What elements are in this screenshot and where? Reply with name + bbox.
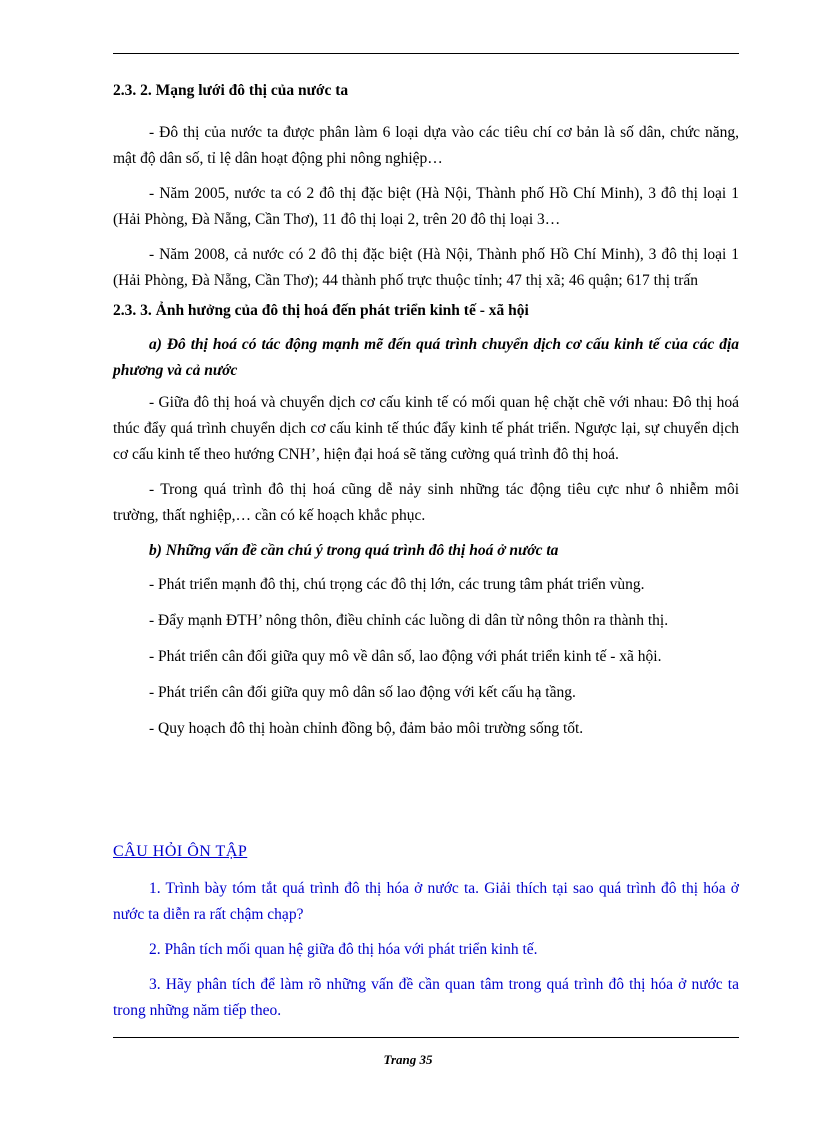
section-heading-2-3-3: 2.3. 3. Ảnh hưởng của đô thị hoá đến phát triển kinh tế - xã hội [113,302,529,319]
list-item: - Phát triển cân đối giữa quy mô dân số lao động với kết cấu hạ tầng. [149,684,576,701]
review-question: 2. Phân tích mối quan hệ giữa đô thị hóa với phát triển kinh tế. [149,941,538,958]
paragraph: - Giữa đô thị hoá và chuyển dịch cơ cấu kinh tế có mối quan hệ chặt chẽ với nhau: Đô thị hoá thúc đẩy quá trình chuyển dịch cơ cấu kinh tế thúc đẩy kinh tế phát triển. Ngược lại, sự chuyển dịch cơ cấu kinh tế theo hướng CNH’, hiện đại hoá sẽ tăng cường quá trình đô thị hoá. [113,394,739,463]
page-content [113,80,739,752]
paragraph: - Trong quá trình đô thị hoá cũng dễ nảy sinh những tác động tiêu cực như ô nhiễm môi trường, thất nghiệp,… cần có kế hoạch khắc phục. [113,481,739,524]
page-number: Trang 35 [383,1052,433,1067]
subheading-b: b) Những vấn đề cần chú ý trong quá trình đô thị hoá ở nước ta [149,542,559,559]
review-questions [113,876,739,1033]
paragraph: - Năm 2008, cả nước có 2 đô thị đặc biệt (Hà Nội, Thành phố Hồ Chí Minh), 3 đô thị loại 1 (Hải Phòng, Đà Nẵng, Cần Thơ); 44 thành phố trực thuộc tỉnh; 47 thị xã; 46 quận; 617 thị trấn [113,246,739,289]
list-item: - Đẩy mạnh ĐTH’ nông thôn, điều chỉnh các luồng di dân từ nông thôn ra thành thị. [149,612,669,629]
footer-rule [113,1037,739,1038]
paragraph: - Năm 2005, nước ta có 2 đô thị đặc biệt (Hà Nội, Thành phố Hồ Chí Minh), 3 đô thị loại 1 (Hải Phòng, Đà Nẵng, Cần Thơ), 11 đô thị loại 2, trên 20 đô thị loại 3… [113,185,739,228]
list-item: - Phát triển cân đối giữa quy mô về dân số, lao động với phát triển kinh tế - xã hội. [149,648,662,665]
list-item: - Phát triển mạnh đô thị, chú trọng các đô thị lớn, các trung tâm phát triển vùng. [149,576,645,593]
review-question: 3. Hãy phân tích để làm rõ những vấn đề cần quan tâm trong quá trình đô thị hóa ở nước ta trong những năm tiếp theo. [113,976,739,1019]
header-rule [113,53,739,54]
section-heading-2-3-2: 2.3. 2. Mạng lưới đô thị của nước ta [113,82,349,99]
list-item: - Quy hoạch đô thị hoàn chỉnh đồng bộ, đảm bảo môi trường sống tốt. [149,720,584,737]
paragraph: - Đô thị của nước ta được phân làm 6 loại dựa vào các tiêu chí cơ bản là số dân, chức năng, mật độ dân số, tỉ lệ dân hoạt động phi nông nghiệp… [113,124,739,167]
review-title: CÂU HỎI ÔN TẬP [113,843,248,860]
subheading-a: a) Đô thị hoá có tác động mạnh mẽ đến quá trình chuyển dịch cơ cấu kinh tế của các địa phương và cả nước [113,336,739,379]
review-question: 1. Trình bày tóm tắt quá trình đô thị hóa ở nước ta. Giải thích tại sao quá trình đô thị hóa ở nước ta diễn ra rất chậm chạp? [113,880,739,923]
